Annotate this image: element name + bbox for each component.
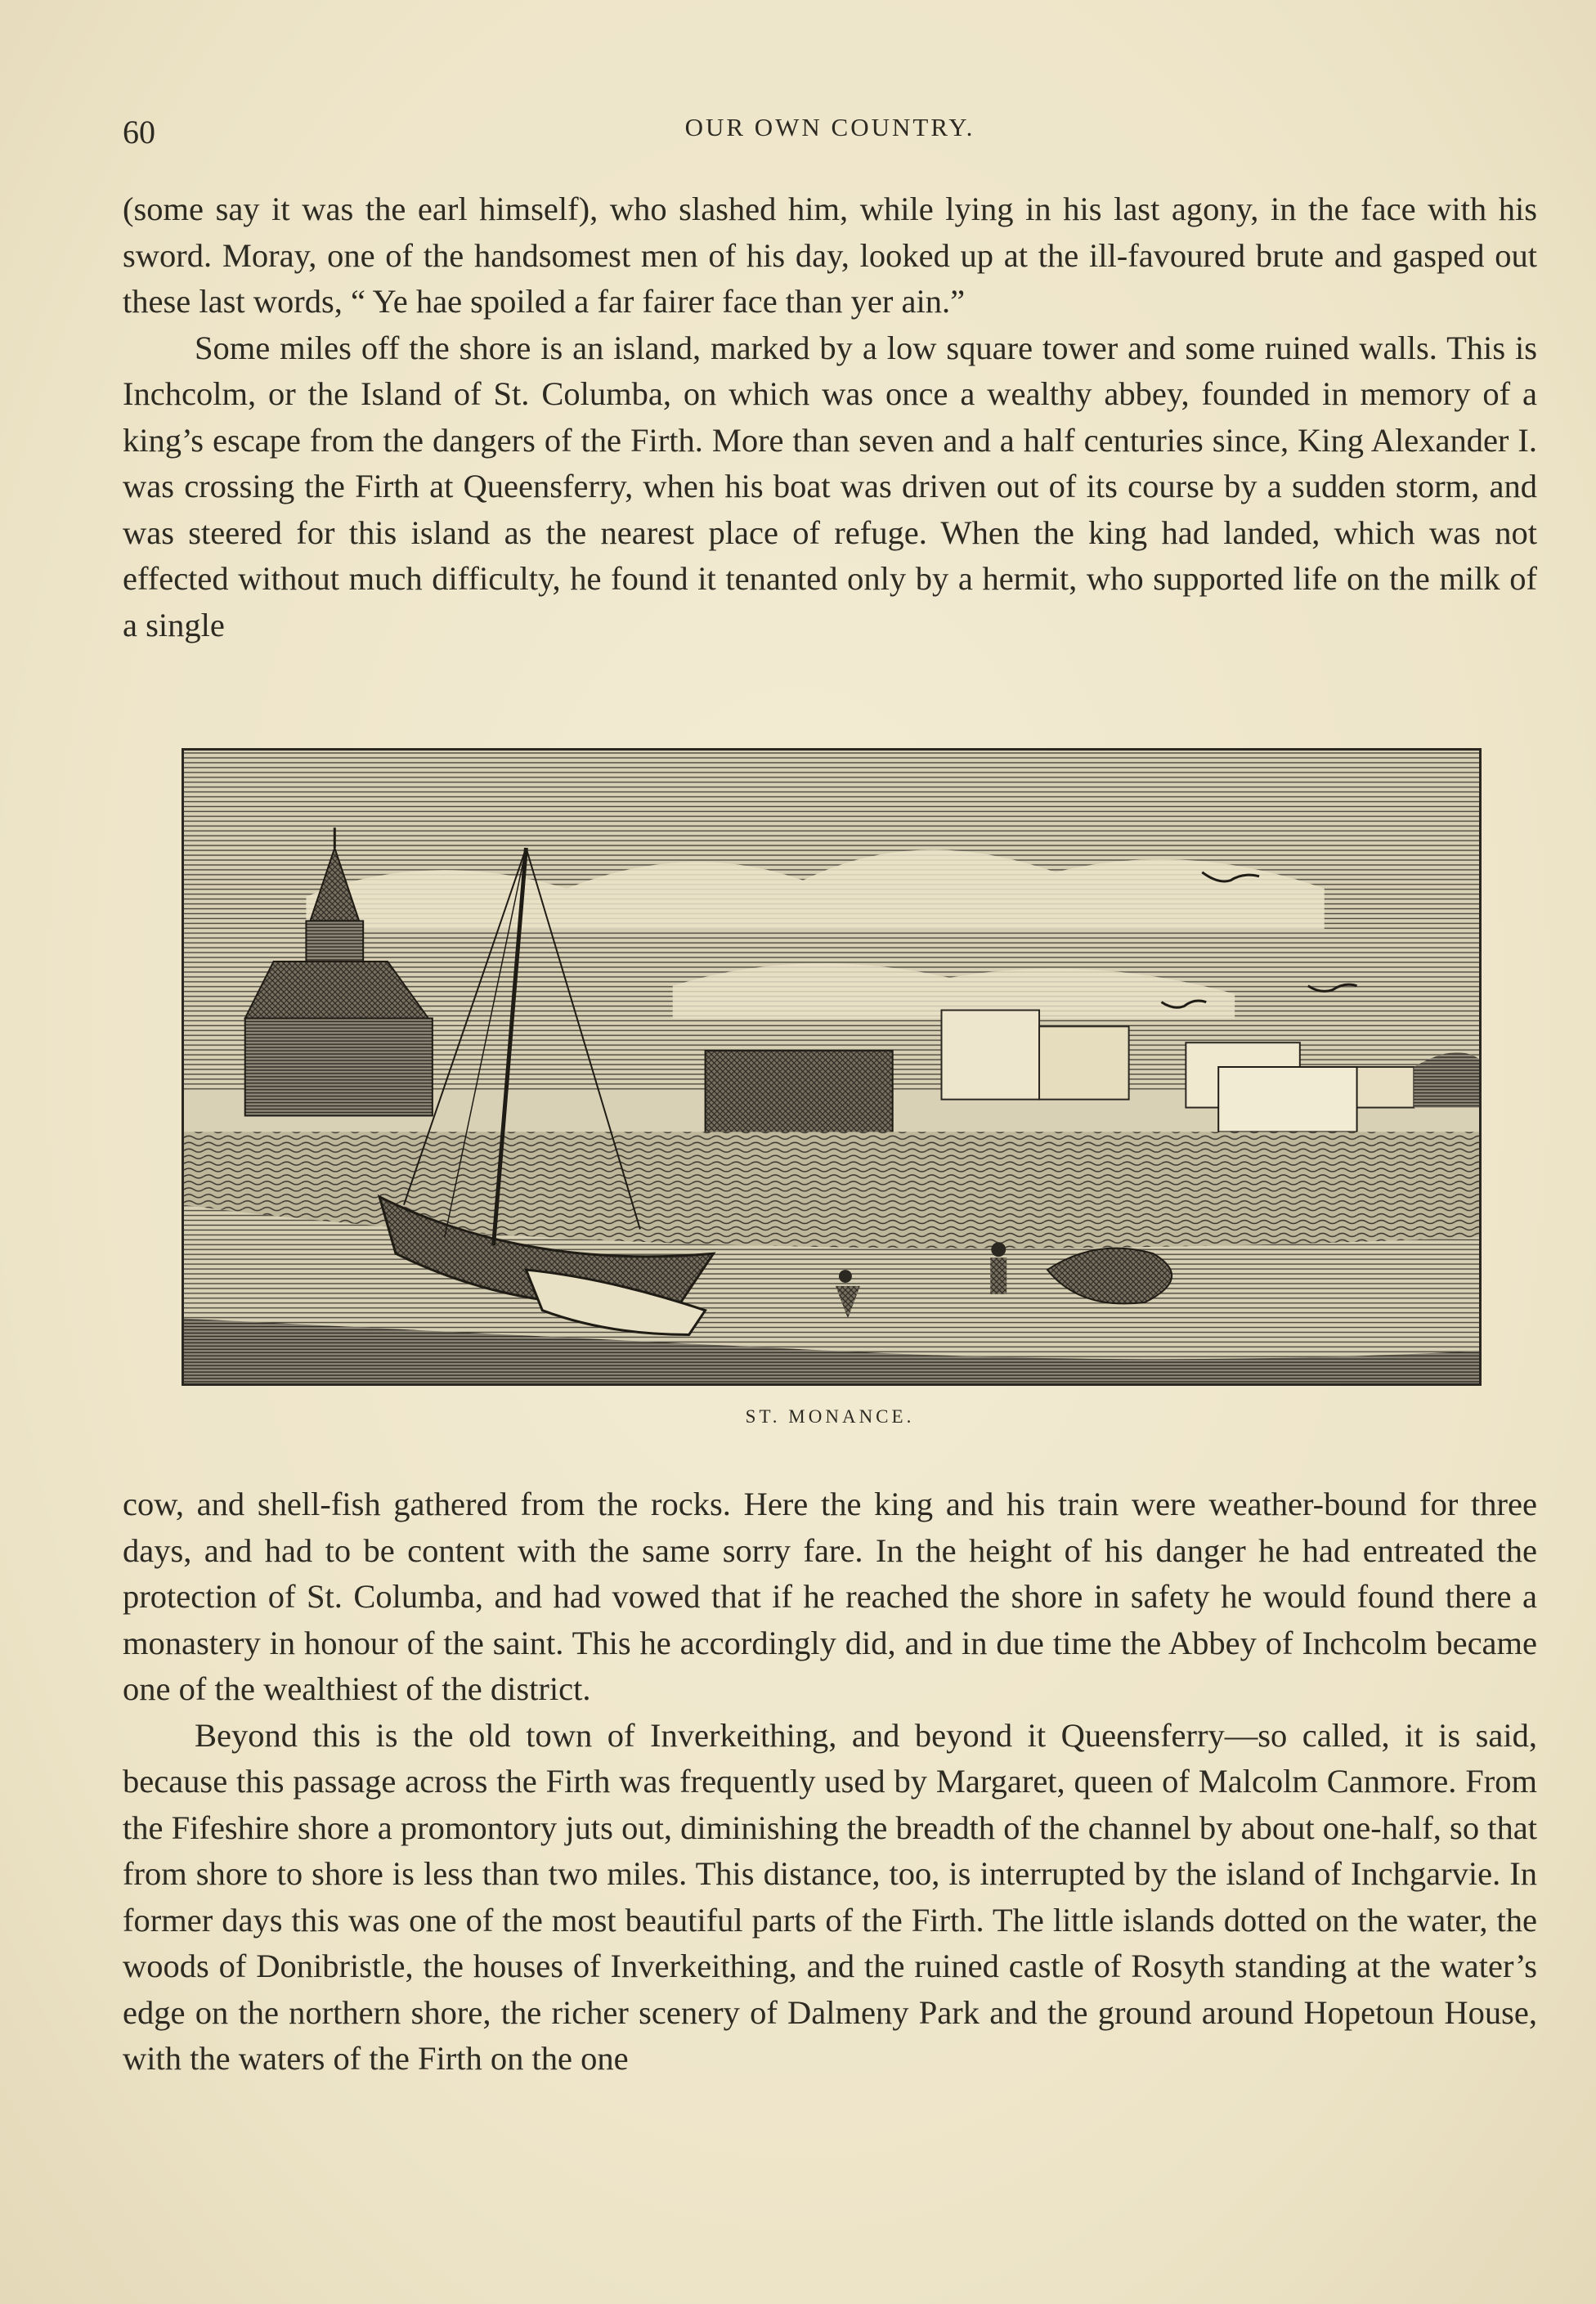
text-block-bottom [123, 1481, 1537, 2082]
page-number: 60 [123, 114, 155, 150]
engraving-st-monance [182, 748, 1482, 1386]
paragraph-inchcolm: Some miles off the shore is an island, marked by a low square tower and some ruined walls. This is Inchcolm, or the Island of St. Columba, on which was once a wealthy abbey, founded in memory of a king’s escape from the dangers of the Firth. More than seven and a half centuries since, King Alexander I. was crossing the Firth at Queensferry, when his boat was driven out of its course by a sudden storm, and was steered for this island as the nearest place of refuge. When the king had landed, which was not effected without much difficulty, he found it tenanted only by a hermit, who supported life on the milk of a single [123, 329, 1537, 643]
paragraph-continued: (some say it was the earl himself), who slashed him, while lying in his last agony, in the face with his sword. Moray, one of the handsomest men of his day, looked up at the ill-favoured brute and gasped out these last words, “ Ye hae spoiled a far fairer face than yer ain.” [123, 191, 1537, 320]
illustration-caption: ST. MONANCE. [745, 1406, 915, 1427]
paragraph-inchcolm-continued: cow, and shell-fish gathered from the rocks. Here the king and his train were weather-bound for three days, and had to be content with the same sorry fare. In the height of his danger he had entreated the protection of St. Columba, and had vowed that if he reached the shore in safety he would found there a monastery in honour of the saint. This he accordingly did, and in due time the Abbey of Inchcolm became one of the wealthiest of the district. [123, 1486, 1537, 1707]
paragraph-queensferry: Beyond this is the old town of Inverkeithing, and beyond it Queensferry—so called, it is said, because this passage across the Firth was frequently used by Margaret, queen of Malcolm Canmore. From the Fifeshire shore a promontory juts out, diminishing the breadth of the channel by about one-half, so that from shore to shore is less than two miles. This distance, too, is interrupted by the island of Inchgarvie. In former days this was one of the most beautiful parts of the Firth. The little islands dotted on the water, the woods of Donibristle, the houses of Inverkeithing, and the ruined castle of Rosyth standing at the water’s edge on the northern shore, the richer scenery of Dalmeny Park and the ground around Hopetoun House, with the waters of the Firth on the one [123, 1716, 1537, 2077]
running-head [123, 106, 1537, 155]
text-block-top [123, 186, 1537, 648]
running-title: OUR OWN COUNTRY. [684, 113, 975, 141]
pier [1218, 1067, 1356, 1132]
